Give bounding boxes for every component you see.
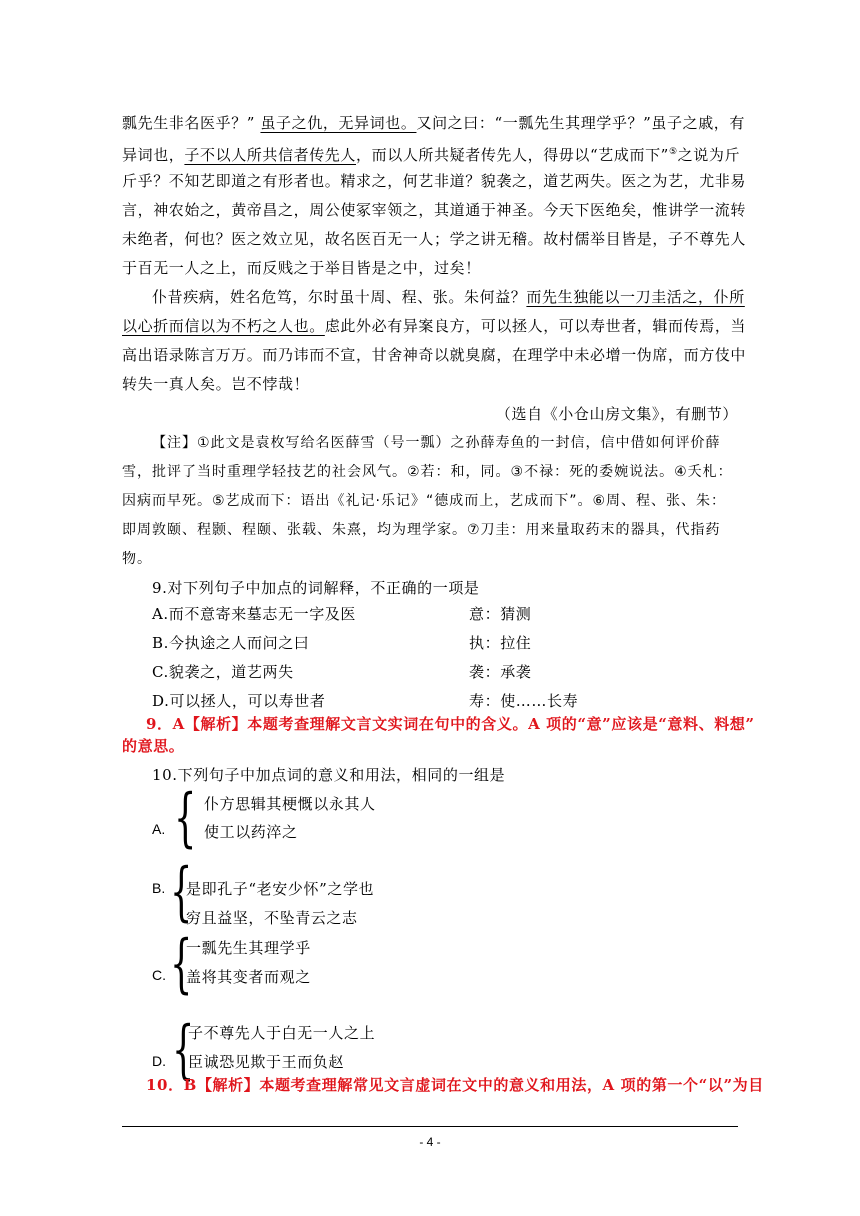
note-line-5: 物。 bbox=[122, 551, 152, 567]
q9-answer-line-1: 9．A【解析】本题考查理解文言文实词在句中的含义。A 项的“意”应该是“意料、料想” bbox=[146, 715, 755, 733]
passage-line-10: 转失一真人矣。岂不悖哉！ bbox=[122, 375, 310, 393]
q10-option-c-sentence-2: 盖将其变者而观之 bbox=[186, 968, 311, 986]
passage-line-2: 异词也，子不以人所共信者传先人，而以人所共疑者传先人，得毋以“艺成而下”⑤之说为斤 bbox=[122, 146, 741, 164]
q10-option-d-letter: D. bbox=[152, 1053, 166, 1069]
brace-icon: { bbox=[174, 781, 197, 855]
passage-line-3: 斤乎？不知艺即道之有形者也。精求之，何艺非道？貌袭之，道艺两失。医之为艺，尤非易 bbox=[122, 172, 747, 190]
q9-stem: 9.对下列句子中加点的词解释，不正确的一项是 bbox=[152, 579, 480, 597]
q10-option-a-sentence-1: 仆方思辑其梗慨以永其人 bbox=[204, 795, 376, 813]
q10-option-b-letter: B. bbox=[152, 880, 166, 896]
passage-line-1: 瓢先生非名医乎？” 虽子之仇，无异词也。又问之曰：“一瓢先生其理学乎？”虽子之戚，有 bbox=[122, 114, 746, 132]
passage-line-7: 仆昔疾病，姓名危笃，尔时虽十周、程、张。朱何益？而先生独能以一刀圭活之，仆所 bbox=[152, 288, 745, 306]
q10-option-c-sentence-1: 一瓢先生其理学乎 bbox=[186, 939, 311, 957]
brace-icon: { bbox=[172, 1013, 195, 1087]
passage-line-5: 未绝者，何也？医之效立见，故名医百无一人；学之讲无稽。故村儒举目皆是，子不尊先人 bbox=[122, 230, 747, 248]
brace-icon: { bbox=[170, 855, 193, 929]
q9-option-b: B.今执途之人而问之曰 执：拉住 bbox=[152, 634, 532, 652]
q10-stem: 10.下列句子中加点词的意义和用法，相同的一组是 bbox=[152, 766, 506, 784]
q10-option-d-sentence-2: 臣诚恐见欺于王而负赵 bbox=[188, 1053, 345, 1071]
note-line-4: 即周敦颐、程颢、程颐、张载、朱熹，均为理学家。⑦刀圭：用来量取药末的器具，代指药 bbox=[122, 522, 721, 538]
q10-option-c-letter: C. bbox=[152, 967, 166, 983]
q10-option-b-sentence-1: 是即孔子“老安少怀”之学也 bbox=[186, 880, 375, 898]
passage-line-6: 于百无一人之上，而反贱之于举目皆是之中，过矣！ bbox=[122, 259, 481, 277]
q9-option-d: D.可以拯人，可以寿世者 寿：使……长寿 bbox=[152, 692, 579, 710]
note-line-2: 雪，批评了当时重理学轻技艺的社会风气。②若：和，同。③不禄：死的委婉说法。④夭札： bbox=[122, 464, 733, 480]
q10-option-a-sentence-2: 使工以药淬之 bbox=[204, 823, 298, 841]
source-citation: （选自《小仓山房文集》，有删节） bbox=[495, 405, 738, 423]
q10-option-b-sentence-2: 穷且益坚，不坠青云之志 bbox=[186, 909, 358, 927]
q9-option-a: A.而不意寄来墓志无一字及医 意：猜测 bbox=[152, 605, 532, 623]
q10-answer: 10．B【解析】本题考查理解常见文言虚词在文中的意义和用法，A 项的第一个“以”为目 bbox=[146, 1076, 764, 1094]
note-line-3: 因病而早死。⑤艺成而下：语出《礼记·乐记》“德成而上，艺成而下”。⑥周、程、张、朱： bbox=[122, 493, 727, 509]
q9-answer-line-2: 的意思。 bbox=[122, 737, 185, 755]
brace-icon: { bbox=[170, 927, 193, 1001]
footer-divider bbox=[122, 1126, 738, 1127]
page-number: - 4 - bbox=[419, 1135, 441, 1149]
passage-line-8: 以心折而信以为不朽之人也。虑此外必有异案良方，可以拯人，可以寿世者，辑而传焉，当 bbox=[122, 317, 747, 335]
q9-option-c: C.貌袭之，道艺两失 袭：承袭 bbox=[152, 663, 532, 681]
passage-line-4: 言，神农始之，黄帝昌之，周公使冢宰领之，其道通于神圣。今天下医绝矣，惟讲学一流转 bbox=[122, 201, 747, 219]
passage-line-9: 高出语录陈言万万。而乃讳而不宣，甘舍神奇以就臭腐，在理学中未必增一伪席，而方伎中 bbox=[122, 346, 747, 364]
q10-option-a-letter: A. bbox=[152, 821, 166, 837]
note-line-1: 【注】①此文是袁枚写给名医薛雪（号一瓢）之孙薛寿鱼的一封信，信中借如何评价薛 bbox=[152, 435, 721, 451]
q10-option-d-sentence-1: 子不尊先人于白无一人之上 bbox=[188, 1024, 376, 1042]
